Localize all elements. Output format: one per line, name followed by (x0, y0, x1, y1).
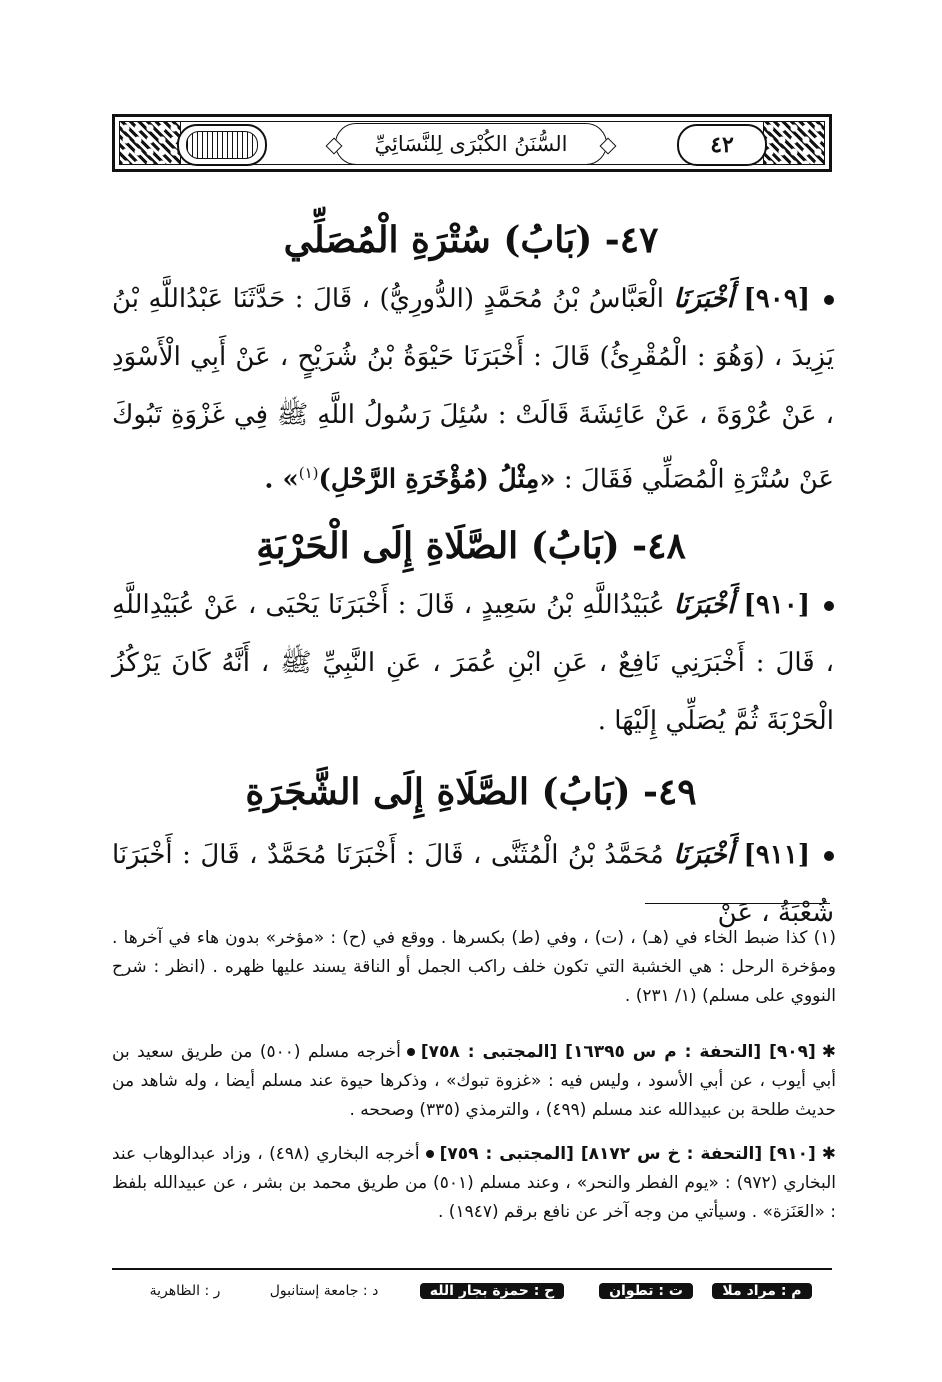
page-header (112, 114, 832, 172)
credit-t-label: ت : تطوان (599, 1283, 693, 1299)
hadith-number: [٩١٠] (743, 590, 811, 620)
book-title: السُّنَنُ الكُبْرَى لِلنَّسَائِيِّ (335, 123, 607, 165)
takhrij-909-ref: [٩٠٩] [التحفة : م س ١٦٣٩٥] [المجتبى : ٧٥٨] (420, 1042, 816, 1062)
takhrij-909 (112, 1038, 836, 1125)
takhrij-910-text: أخرجه البخاري (٤٩٨) ، وزاد عبدالوهاب عند البخاري (٩٧٢) : «يوم الفطر والنحر» ، وعند مسلم (٥٠١) من طريق محمد بن بشر ، عن عبيدالله بلفظ : «العَنَزة» . وسيأتي من وجه آخر عن نافع برقم (١٩٤٧) . (112, 1144, 836, 1222)
asterisk-icon: ✱ (821, 1144, 836, 1164)
calligraphy-seal (177, 124, 267, 166)
bullet-icon (824, 601, 834, 611)
chapter-heading-49: ٤٩- (بَابُ) الصَّلَاةِ إِلَى الشَّجَرَةِ (245, 771, 697, 813)
credit-h (412, 1276, 572, 1306)
hadith-number: [٩٠٩] (743, 284, 810, 314)
seal-icon (186, 131, 258, 159)
credits-separator (112, 1268, 832, 1270)
credit-h-label: ح : حمزة بجار الله (420, 1283, 565, 1299)
hadith-text: عُبَيْدُاللَّهِ بْنُ سَعِيدٍ ، قَالَ : أَخْبَرَنَا يَحْيَى ، عَنْ عُبَيْدِاللَّهِ ، قَالَ : أَخْبَرَنِي نَافِعٌ ، عَنِ ابْنِ عُمَرَ ، عَنِ النَّبِيِّ ﷺ ، أَنَّهُ كَانَ يَرْكُزُ الْحَرْبَةَ ثُمَّ يُصَلِّي إِلَيْهَا . (112, 590, 834, 736)
credit-d-label: د : جامعة إستانبول (269, 1283, 379, 1299)
akhbarana: أَخْبَرَنَا (673, 284, 735, 314)
hadith-quote: «مِثْلُ (مُؤْخَرَةِ الرَّحْلِ) (318, 464, 556, 495)
chapter-heading-48: ٤٨- (بَابُ) الصَّلَاةِ إِلَى الْحَرْبَةِ (256, 525, 686, 567)
takhrij-910-ref: [٩١٠] [التحفة : خ س ٨١٧٢] [المجتبى : ٧٥٩] (439, 1144, 816, 1164)
takhrij-910 (112, 1140, 836, 1227)
credit-m-label: م : مراد ملا (712, 1283, 811, 1299)
hadith-910 (112, 576, 834, 750)
credit-r-label: ر : الظاهرية (149, 1283, 221, 1299)
hadith-text: مُحَمَّدُ بْنُ الْمُثَنَّى ، قَالَ : أَخْبَرَنَا مُحَمَّدٌ ، قَالَ : أَخْبَرَنَا شُعْبَةُ ، عَنْ (112, 840, 834, 928)
ornament-left (119, 121, 181, 165)
credit-t (608, 1276, 684, 1306)
bullet-icon (824, 295, 834, 305)
dot-icon (426, 1150, 434, 1158)
credit-r (140, 1276, 230, 1306)
footnote-separator (645, 903, 830, 904)
chapter-heading-47: ٤٧- (بَابُ) سُتْرَةِ الْمُصَلِّي (283, 219, 659, 261)
asterisk-icon: ✱ (821, 1042, 837, 1062)
hadith-text: الْعَبَّاسُ بْنُ مُحَمَّدٍ (الدُّورِيُّ) ، قَالَ : حَدَّثَنَا عَبْدُاللَّهِ بْنُ يَزِيدَ ، (وَهُوَ : الْمُقْرِئُ) قَالَ : أَخْبَرَنَا حَيْوَةُ بْنُ شُرَيْحٍ ، عَنْ أَبِي الْأَسْوَدِ ، عَنْ عُرْوَةَ ، عَنْ عَائِشَةَ قَالَتْ : سُئِلَ رَسُولُ اللَّهِ ﷺ فِي غَزْوَةِ تَبُوكَ عَنْ سُتْرَةِ الْمُصَلِّي فَقَالَ : (112, 284, 834, 495)
akhbarana: أَخْبَرَنَا (673, 590, 735, 620)
page-number: ٤٢ (677, 124, 767, 166)
credit-d (262, 1276, 386, 1306)
footnote-ref: (١) (298, 464, 319, 482)
hadith-909 (112, 270, 834, 509)
bullet-icon (824, 851, 834, 861)
quote-end: » . (264, 464, 299, 495)
akhbarana: أَخْبَرَنَا (673, 840, 734, 870)
hadith-number: [٩١١] (743, 840, 811, 870)
ornament-right (763, 121, 825, 165)
credit-m (718, 1276, 806, 1306)
takhrij-909-text: أخرجه مسلم (٥٠٠) من طريق سعيد بن أبي أيوب ، عن أبي الأسود ، وليس فيه : «غزوة تبوك» ، وذكرها حيوة عند مسلم أيضا ، وله شاهد من حديث طلحة بن عبيدالله عند مسلم (٤٩٩) ، والترمذي (٣٣٥) وصححه . (112, 1042, 836, 1120)
footnote-1: (١) كذا ضبط الخاء في (هـ) ، (ت) ، وفي (ط) بكسرها . ووقع في (ح) : «مؤخر» بدون هاء في آخرها . ومؤخرة الرحل : هي الخشبة التي تكون خلف راكب الجمل أو الناقة يسند عليها ظهره . (انظر : شرح النووي على مسلم) (١/ ٢٣١) . (112, 928, 836, 1006)
dot-icon (407, 1048, 415, 1056)
